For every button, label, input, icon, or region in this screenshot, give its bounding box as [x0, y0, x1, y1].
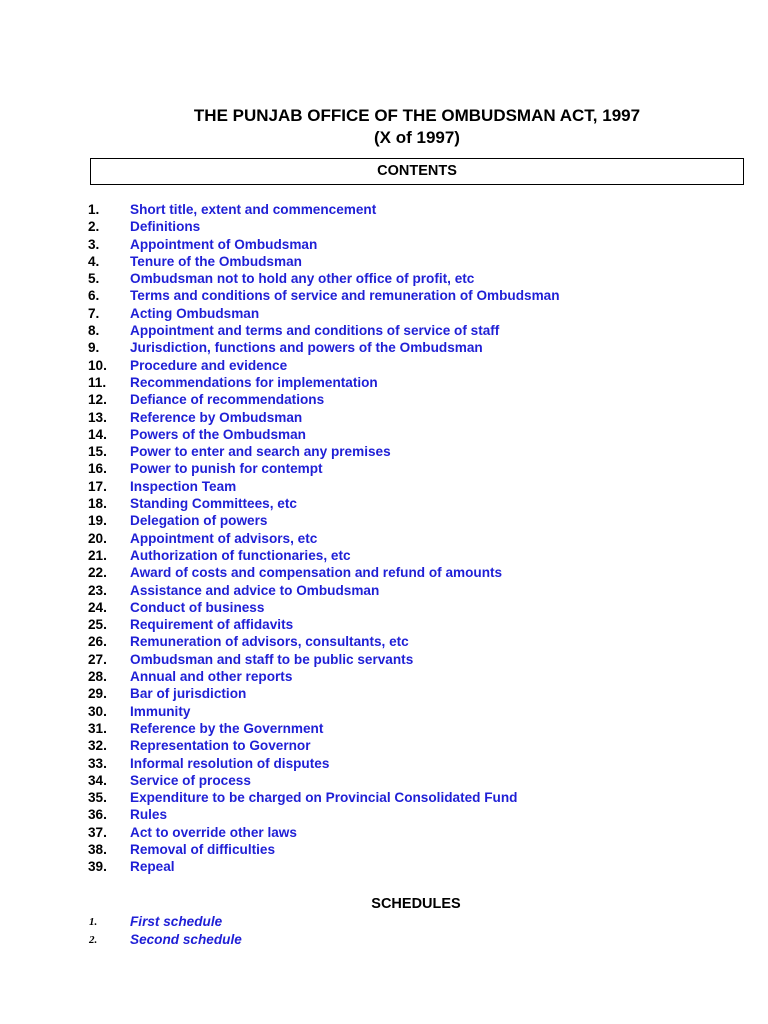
toc-item: [0, 270, 768, 287]
toc-item-number: 33.: [88, 755, 107, 771]
toc-item-number: 5.: [88, 271, 100, 287]
toc-item-link[interactable]: Representation to Governor: [130, 738, 311, 754]
contents-heading-box: [90, 158, 744, 185]
toc-item-number: 22.: [88, 565, 107, 581]
toc-item-number: 39.: [88, 859, 107, 875]
toc-item: [0, 582, 768, 599]
toc-item-link[interactable]: Appointment of Ombudsman: [130, 236, 318, 252]
toc-item-number: 28.: [88, 669, 107, 685]
toc-item: [0, 668, 768, 685]
toc-item: [0, 443, 768, 460]
toc-item-number: 19.: [88, 513, 107, 529]
toc-item: [0, 616, 768, 633]
toc-item-link[interactable]: Inspection Team: [130, 478, 237, 494]
toc-item-number: 17.: [88, 478, 107, 494]
toc-item-link[interactable]: Removal of difficulties: [130, 841, 276, 857]
toc-item-number: 21.: [88, 547, 107, 563]
toc-item-number: 31.: [88, 720, 107, 736]
toc-item-link[interactable]: Act to override other laws: [130, 824, 297, 840]
toc-item: [0, 374, 768, 391]
toc-item: [0, 287, 768, 304]
schedule-item-number: 2.: [89, 934, 98, 946]
toc-item: [0, 685, 768, 702]
toc-item-number: 9.: [88, 340, 100, 356]
table-of-contents: [0, 201, 768, 876]
toc-item: [0, 737, 768, 754]
toc-item-number: 30.: [88, 703, 107, 719]
toc-item-number: 37.: [88, 824, 107, 840]
toc-item: [0, 357, 768, 374]
toc-item: [0, 339, 768, 356]
toc-item-number: 32.: [88, 738, 107, 754]
toc-item-number: 20.: [88, 530, 107, 546]
toc-item: [0, 478, 768, 495]
toc-item-link[interactable]: Authorization of functionaries, etc: [130, 547, 351, 563]
document-title: THE PUNJAB OFFICE OF THE OMBUDSMAN ACT, 1997: [193, 106, 641, 125]
toc-item: [0, 495, 768, 512]
toc-item-link[interactable]: Delegation of powers: [130, 513, 268, 529]
toc-item: [0, 599, 768, 616]
toc-item-link[interactable]: Recommendations for implementation: [130, 374, 378, 390]
toc-item: [0, 547, 768, 564]
toc-item: [0, 755, 768, 772]
document-subtitle: (X of 1997): [374, 128, 460, 147]
toc-item: [0, 789, 768, 806]
toc-item-link[interactable]: Terms and conditions of service and remuneration of Ombudsman: [130, 288, 560, 304]
toc-item-link[interactable]: Defiance of recommendations: [130, 392, 325, 408]
toc-item-link[interactable]: Conduct of business: [130, 599, 265, 615]
toc-item: [0, 426, 768, 443]
toc-item-link[interactable]: Short title, extent and commencement: [130, 202, 377, 217]
toc-item-number: 1.: [88, 202, 100, 217]
toc-item-number: 2.: [88, 219, 100, 235]
toc-item-number: 23.: [88, 582, 107, 598]
toc-item-number: 24.: [88, 599, 107, 615]
toc-item-number: 13.: [88, 409, 107, 425]
toc-item-number: 16.: [88, 461, 107, 477]
toc-item-link[interactable]: Assistance and advice to Ombudsman: [130, 582, 380, 598]
toc-item-link[interactable]: Remuneration of advisors, consultants, etc: [130, 634, 409, 650]
toc-item-link[interactable]: Power to enter and search any premises: [130, 444, 391, 460]
toc-item-number: 18.: [88, 496, 107, 512]
toc-item-number: 25.: [88, 617, 107, 633]
toc-item-number: 7.: [88, 305, 100, 321]
toc-item-link[interactable]: Tenure of the Ombudsman: [130, 253, 302, 269]
toc-item-link[interactable]: Ombudsman not to hold any other office of profit, etc: [130, 271, 475, 287]
toc-item-number: 35.: [88, 790, 107, 806]
toc-item: [0, 633, 768, 650]
toc-item: [0, 651, 768, 668]
toc-item-link[interactable]: Repeal: [130, 859, 175, 875]
schedules-list: [0, 913, 768, 949]
schedule-item: [0, 931, 768, 949]
contents-heading: CONTENTS: [377, 163, 457, 179]
toc-item: [0, 858, 768, 875]
toc-item-link[interactable]: Acting Ombudsman: [130, 305, 260, 321]
toc-item-link[interactable]: Powers of the Ombudsman: [130, 426, 306, 442]
toc-item: [0, 236, 768, 253]
toc-item-number: 12.: [88, 392, 107, 408]
toc-item: [0, 305, 768, 322]
toc-item-link[interactable]: Power to punish for contempt: [130, 461, 323, 477]
document-header: [90, 105, 744, 149]
toc-item-link[interactable]: Informal resolution of disputes: [130, 755, 330, 771]
toc-item-number: 6.: [88, 288, 100, 304]
toc-item: [0, 218, 768, 235]
toc-item-link[interactable]: Procedure and evidence: [130, 357, 288, 373]
schedule-item: [0, 913, 768, 931]
toc-item-link[interactable]: Reference by Ombudsman: [130, 409, 303, 425]
toc-item-number: 14.: [88, 426, 107, 442]
toc-item: [0, 253, 768, 270]
toc-item: [0, 720, 768, 737]
toc-item-number: 29.: [88, 686, 107, 702]
toc-item-number: 15.: [88, 444, 107, 460]
toc-item-number: 27.: [88, 651, 107, 667]
toc-item-link[interactable]: Immunity: [130, 703, 191, 719]
toc-item: [0, 841, 768, 858]
toc-item-link[interactable]: Appointment and terms and conditions of service of staff: [130, 323, 500, 339]
toc-item-link[interactable]: Ombudsman and staff to be public servants: [130, 651, 414, 667]
toc-item-number: 8.: [88, 323, 100, 339]
schedule-item-link[interactable]: Second schedule: [130, 932, 242, 947]
toc-item-number: 4.: [88, 253, 100, 269]
toc-item: [0, 409, 768, 426]
toc-item-link[interactable]: Reference by the Government: [130, 720, 324, 736]
toc-item-link[interactable]: Jurisdiction, functions and powers of the Ombudsman: [130, 340, 483, 356]
toc-item-link[interactable]: Annual and other reports: [130, 669, 293, 685]
toc-item: [0, 824, 768, 841]
toc-item: [0, 322, 768, 339]
toc-item: [0, 201, 768, 218]
toc-item-link[interactable]: Award of costs and compensation and refund of amounts: [130, 565, 503, 581]
toc-item: [0, 530, 768, 547]
toc-item-number: 3.: [88, 236, 100, 252]
toc-item-link[interactable]: Appointment of advisors, etc: [130, 530, 318, 546]
toc-item-number: 26.: [88, 634, 107, 650]
toc-item: [0, 772, 768, 789]
schedules-heading: SCHEDULES: [371, 896, 461, 912]
toc-item-link[interactable]: Standing Committees, etc: [130, 496, 297, 512]
toc-item-number: 10.: [88, 357, 107, 373]
toc-item-link[interactable]: Definitions: [130, 219, 201, 235]
schedule-item-number: 1.: [89, 916, 98, 928]
toc-item-link[interactable]: Service of process: [130, 772, 251, 788]
toc-item-number: 34.: [88, 772, 107, 788]
toc-item: [0, 391, 768, 408]
toc-item-number: 36.: [88, 807, 107, 823]
toc-item: [0, 703, 768, 720]
toc-item: [0, 564, 768, 581]
toc-item-number: 11.: [88, 374, 107, 390]
toc-item-number: 38.: [88, 841, 107, 857]
toc-item: [0, 512, 768, 529]
toc-item: [0, 460, 768, 477]
toc-item-link[interactable]: Expenditure to be charged on Provincial Consolidated Fund: [130, 790, 518, 806]
schedule-item-link[interactable]: First schedule: [130, 914, 223, 929]
toc-item-link[interactable]: Requirement of affidavits: [130, 617, 294, 633]
toc-item-link[interactable]: Bar of jurisdiction: [130, 686, 247, 702]
toc-item: [0, 806, 768, 823]
toc-item-link[interactable]: Rules: [130, 807, 168, 823]
